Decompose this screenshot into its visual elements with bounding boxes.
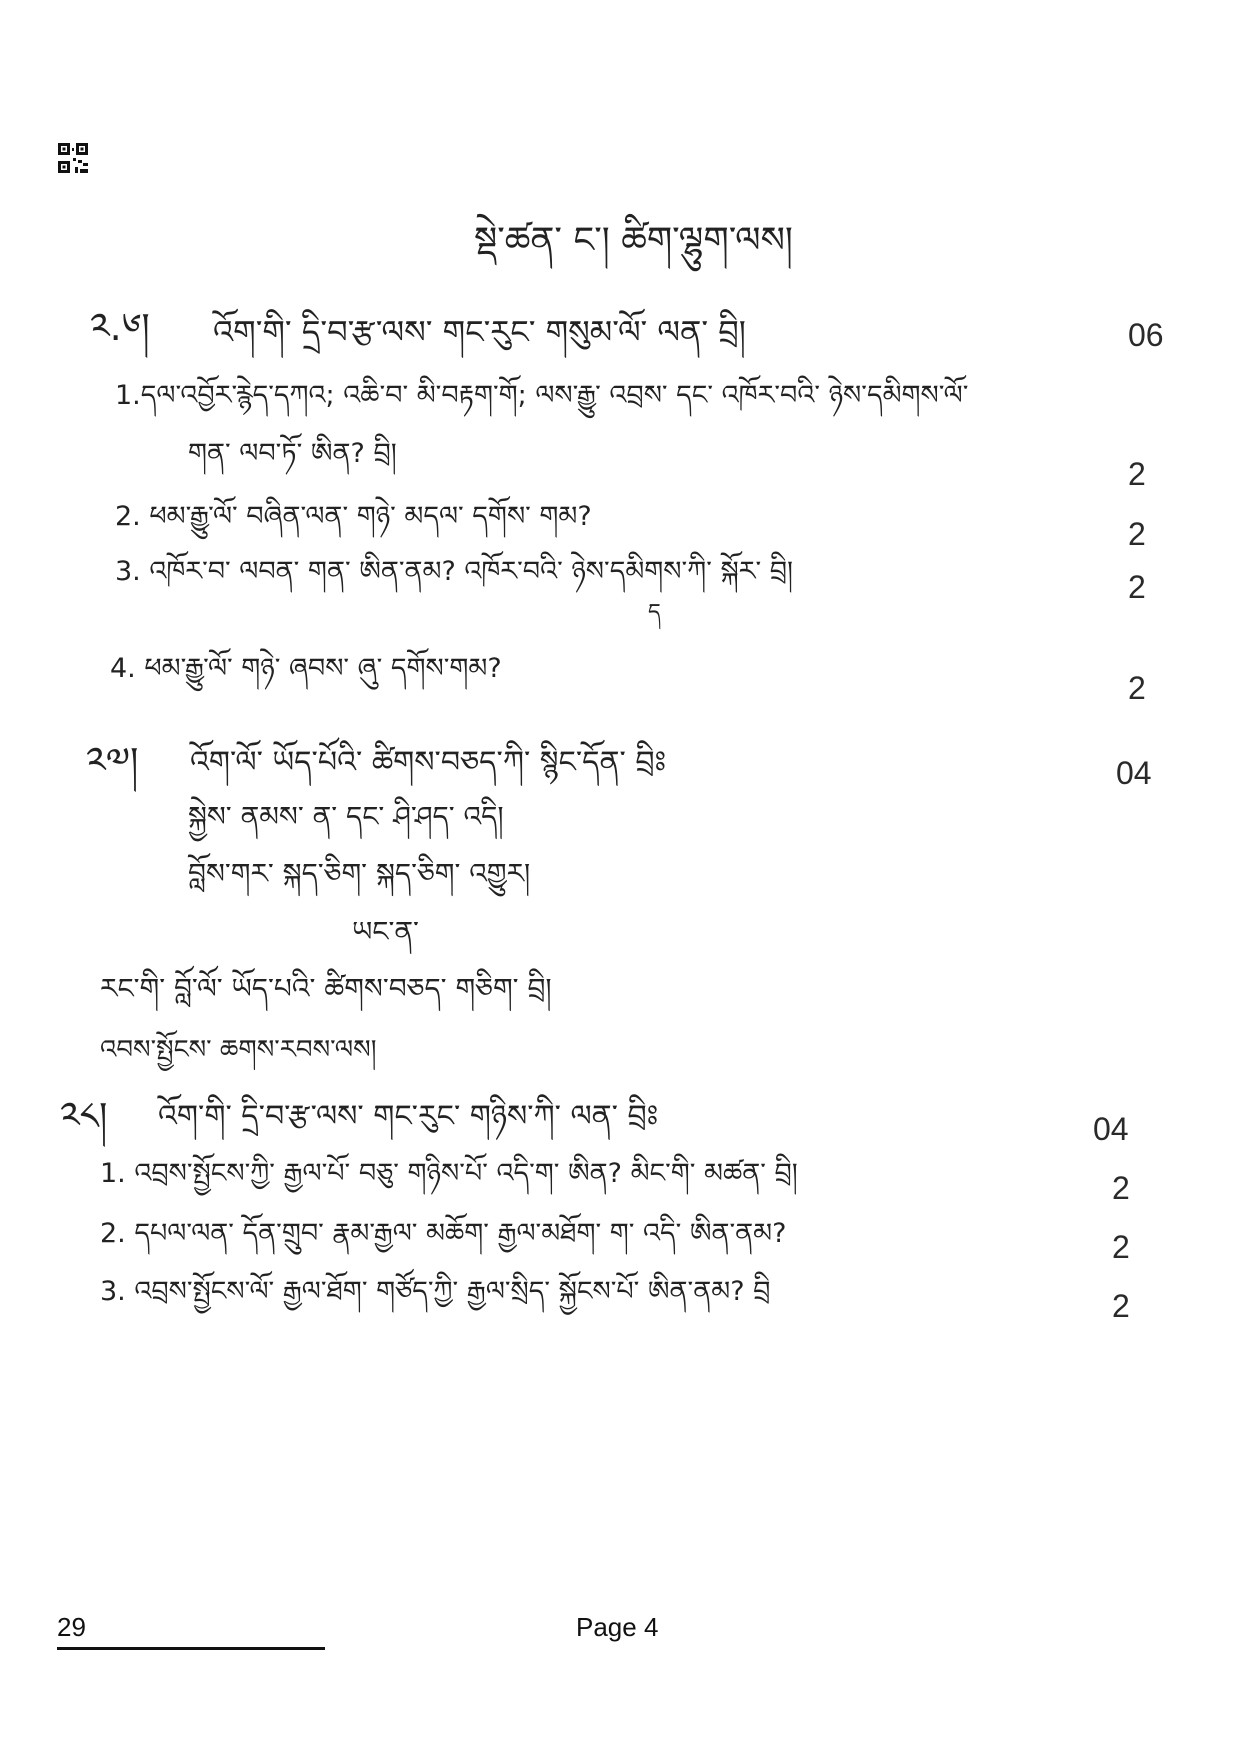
q28-item-1: 1. འབྲས་སྤྱོངས་ཀྱི་ རྒྱལ་པོ་ བཅུ་ གཉིས་པོ་ འདི་ག་ ཨིན? མིང་གི་ མཚན་ བྲི། (100, 1158, 798, 1189)
question-28-number: ༢༨། (60, 1094, 108, 1138)
question-27-instruction: འོག་ལོ་ ཡོད་པོའི་ ཚིགས་བཅད་ཀི་ སྙིང་དོན་ བྲིཿ (190, 745, 666, 780)
question-28-instruction: འོག་གི་ དྲི་བ་རྩ་ལས་ གང་རུང་ གཉིས་ཀི་ ལན་ བྲིཿ (158, 1099, 659, 1134)
q27-source: འབས་སྤྱོངས་ ཆགས་རབས་ལས། (100, 1035, 377, 1065)
q26-item-2-marks: 2 (1128, 516, 1146, 552)
q27-verse-line-2: བློས་གར་ སྐད་ཅིག་ སྐད་ཅིག་ འགྱུར། (188, 857, 531, 890)
footer-paper-code: 29 (57, 1612, 86, 1642)
q26-item-4: 4. ཕམ་རྒྱུ་ལོ་ གཉེ་ ཞབས་ ཞུ་ དགོས་གམ? (110, 653, 502, 684)
q26-item-1-marks: 2 (1128, 456, 1146, 492)
q26-item-3-marks: 2 (1128, 569, 1146, 605)
qr-code-icon (58, 143, 88, 173)
question-26-instruction: འོག་གི་ དྲི་བ་རྩ་ལས་ གང་རུང་ གསུམ་ལོ་ ལན་ བྲི། (213, 313, 746, 351)
q26-item-1-cont: གན་ ལབ་ཏོ་ ཨིན? བྲི། (188, 438, 397, 469)
section-title: སྡེ་ཚན་ ང་། ཚིག་ལྷུག་ལས། (474, 220, 793, 261)
question-26-number: ༢.༦། (90, 305, 150, 349)
question-28-marks: 04 (1093, 1111, 1129, 1147)
footer-page-number: Page 4 (576, 1612, 659, 1642)
question-27-marks: 04 (1116, 755, 1152, 791)
q26-item-1: 1.དལ་འབྱོར་རྙེད་དཀའ; འཆི་བ་ མི་བརྟག་གོ; ལས་རྒྱུ་ འབྲས་ དང་ འཁོར་བའི་ ཉེས་དམིགས་ལོ་ (115, 380, 969, 411)
q27-alt-instruction: རང་གི་ བློ་ལོ་ ཡོད་པའི་ ཚིགས་བཅད་ གཅིག་ བྲི། (100, 972, 552, 1005)
question-26-marks: 06 (1128, 317, 1164, 353)
question-27-number: ༢༧། (86, 739, 139, 783)
q28-item-2-marks: 2 (1112, 1229, 1130, 1265)
q27-verse-line-1: སྐྱེས་ ནམས་ ན་ དང་ ཤི་ཤད་ འདི། (188, 800, 504, 833)
q28-item-3-marks: 2 (1112, 1288, 1130, 1324)
q28-item-1-marks: 2 (1112, 1170, 1130, 1206)
q26-item-3: 3. འཁོར་བ་ ལབན་ གན་ ཨིན་ནམ? འཁོར་བའི་ ཉེས་དམིགས་ཀི་ སྐོར་ བྲི། (115, 556, 794, 587)
q27-or: ཡང་ན་ (352, 915, 419, 948)
q26-item-2: 2. ཕམ་རྒྱུ་ལོ་ བཞིན་ལན་ གཉེ་ མདལ་ དགོས་ གམ? (115, 501, 592, 532)
q26-item-4-marks: 2 (1128, 670, 1146, 706)
q28-item-3: 3. འབྲས་སྤྱོངས་ལོ་ རྒྱལ་ཐོག་ གཙོད་ཀྱི་ རྒྱལ་སྲིད་ སྐྱོངས་པོ་ ཨིན་ནམ? བྲི (100, 1276, 771, 1307)
footer-rule (57, 1647, 325, 1650)
q28-item-2: 2. དཔལ་ལན་ དོན་གྲུབ་ རྣམ་རྒྱལ་ མཆོག་ རྒྱལ་མཐོག་ ག་ འདི་ ཨིན་ནམ? (100, 1218, 787, 1249)
q26-item-3-note: ད (648, 600, 661, 625)
